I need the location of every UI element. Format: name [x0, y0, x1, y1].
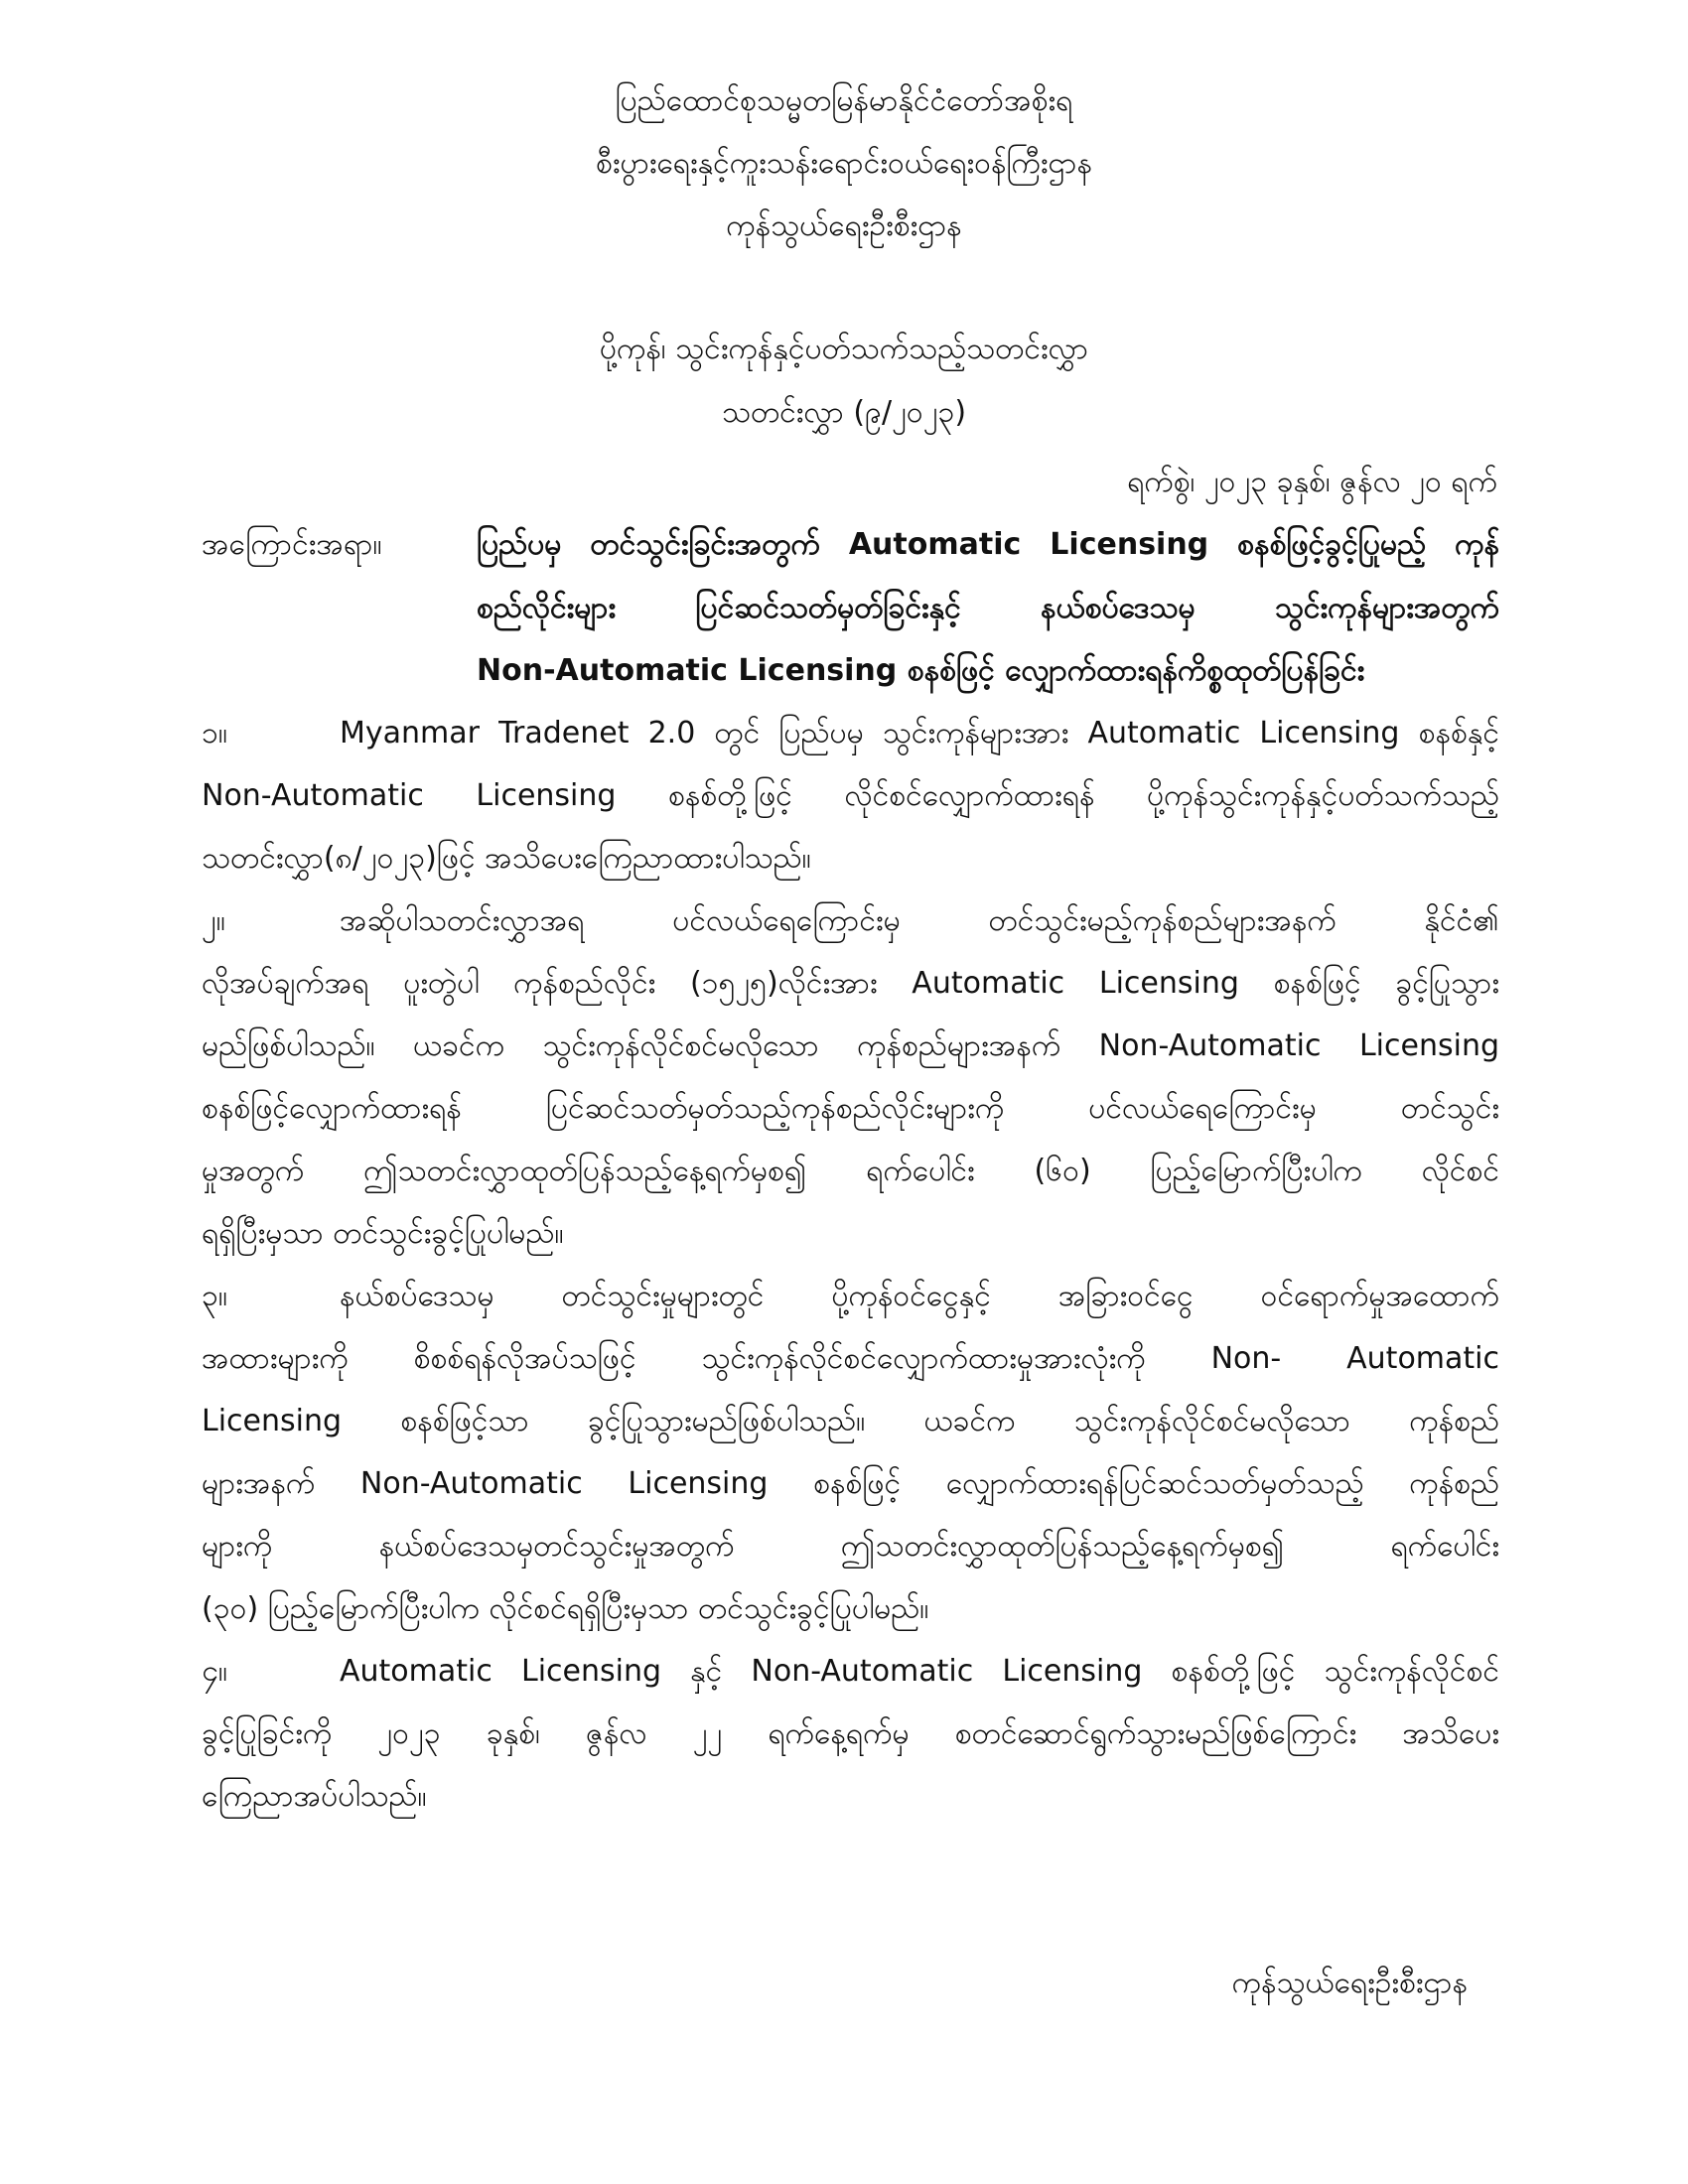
announcement-title: ပို့ကုန်၊ သွင်းကုန်နှင့်ပတ်သက်သည့်သတင်းလွှာ [599, 332, 1089, 366]
paragraph-number: ၄။ [202, 1654, 227, 1689]
paragraph-line: လိုအပ်ချက်အရ ပူးတွဲပါ ကုန်စည်လိုင်း (၁၅၂၅)လိုင်းအား Automatic Licensing စနစ်ဖြင့် ခွင့်ပြုသွား [202, 966, 1499, 1001]
paragraph-number: ၂။ [202, 903, 225, 938]
document-date: ရက်စွဲ၊ ၂၀၂၃ ခုနှစ်၊ ဇွန်လ ၂၀ ရက် [1127, 465, 1497, 499]
paragraph-line: များအနက် Non-Automatic Licensing စနစ်ဖြင့် လျှောက်ထားရန်ပြင်ဆင်သတ်မှတ်သည့် ကုန်စည် [202, 1466, 1499, 1501]
subject-label: အကြောင်းအရာ။ [202, 527, 382, 562]
paragraph-line: မှုအတွက် ဤသတင်းလွှာထုတ်ပြန်သည့်နေ့ရက်မှစ၍ ရက်ပေါင်း (၆၀) ပြည့်မြောက်ပြီးပါက လိုင်စင် [202, 1154, 1499, 1188]
paragraph-line: အဆိုပါသတင်းလွှာအရ ပင်လယ်ရေကြောင်းမှ တင်သွင်းမည့်ကုန်စည်များအနက် နိုင်ငံ၏ [340, 903, 1499, 938]
paragraph-line: များကို နယ်စပ်ဒေသမှတင်သွင်းမှုအတွက် ဤသတင်းလွှာထုတ်ပြန်သည့်နေ့ရက်မှစ၍ ရက်ပေါင်း [202, 1529, 1499, 1564]
paragraph-line: အထားများကို စိစစ်ရန်လိုအပ်သဖြင့် သွင်းကုန်လိုင်စင်လျှောက်ထားမှုအားလုံးကို Non- Automatic [202, 1341, 1499, 1376]
paragraph-number: ၁။ [202, 716, 227, 751]
paragraph-line: Myanmar Tradenet 2.0 တွင် ပြည်ပမှ သွင်းကုန်များအား Automatic Licensing စနစ်နှင့် [340, 716, 1499, 751]
paragraph-line: မည်ဖြစ်ပါသည်။ ယခင်က သွင်းကုန်လိုင်စင်မလိုသော ကုန်စည်များအနက် Non-Automatic Licensing [202, 1028, 1499, 1063]
subject-line: ပြည်ပမှ တင်သွင်းခြင်းအတွက် Automatic Licensing စနစ်ဖြင့်ခွင့်ပြုမည့် ကုန် [477, 527, 1499, 562]
paragraph-line: Licensing စနစ်ဖြင့်သာ ခွင့်ပြုသွားမည်ဖြစ်ပါသည်။ ယခင်က သွင်းကုန်လိုင်စင်မလိုသော ကုန်စည် [202, 1404, 1499, 1438]
announcement-number: သတင်းလွှာ (၉/၂၀၂၃) [721, 395, 967, 430]
signature-department: ကုန်သွယ်ရေးဦးစီးဌာန [1231, 1966, 1468, 2000]
paragraph-line: ရရှိပြီးမှသာ တင်သွင်းခွင့်ပြုပါမည်။ [202, 1216, 564, 1251]
paragraph-line: Automatic Licensing နှင့် Non-Automatic Licensing စနစ်တို့ဖြင့် သွင်းကုန်လိုင်စင် [340, 1654, 1499, 1689]
subject-line: Non-Automatic Licensing စနစ်ဖြင့် လျှောက်ထားရန်ကိစ္စထုတ်ပြန်ခြင်း [477, 653, 1365, 688]
paragraph-line: ခွင့်ပြုခြင်းကို ၂၀၂၃ ခုနှစ်၊ ဇွန်လ ၂၂ ရက်နေ့ရက်မှ စတင်ဆောင်ရွက်သွားမည်ဖြစ်ကြောင်း အသိပေး [202, 1716, 1499, 1751]
header-government: ပြည်ထောင်စုသမ္မတမြန်မာနိုင်ငံတော်အစိုးရ [615, 83, 1073, 118]
paragraph-line: ကြေညာအပ်ပါသည်။ [202, 1779, 427, 1814]
header-ministry: စီးပွားရေးနှင့်ကူးသန်းရောင်းဝယ်ရေးဝန်ကြီးဌာန [595, 146, 1093, 181]
paragraph-line: Non-Automatic Licensing စနစ်တို့ဖြင့် လိုင်စင်လျှောက်ထားရန် ပို့ကုန်သွင်းကုန်နှင့်ပတ်သက်သည့် [202, 778, 1499, 813]
subject-line: စည်လိုင်းများ ပြင်ဆင်သတ်မှတ်ခြင်းနှင့် နယ်စပ်ဒေသမှ သွင်းကုန်များအတွက် [477, 591, 1499, 625]
header-department: ကုန်သွယ်ရေးဦးစီးဌာန [726, 208, 962, 243]
paragraph-line: သတင်းလွှာ(၈/၂၀၂၃)ဖြင့် အသိပေးကြေညာထားပါသည်။ [202, 841, 811, 876]
paragraph-line: နယ်စပ်ဒေသမှ တင်သွင်းမှုများတွင် ပို့ကုန်ဝင်ငွေနှင့် အခြားဝင်ငွေ ဝင်ရောက်မှုအထောက် [340, 1279, 1499, 1313]
paragraph-line: (၃၀) ပြည့်မြောက်ပြီးပါက လိုင်စင်ရရှိပြီးမှသာ တင်သွင်းခွင့်ပြုပါမည်။ [202, 1591, 929, 1626]
paragraph-number: ၃။ [202, 1279, 227, 1313]
paragraph-line: စနစ်ဖြင့်လျှောက်ထားရန် ပြင်ဆင်သတ်မှတ်သည့်ကုန်စည်လိုင်းများကို ပင်လယ်ရေကြောင်းမှ တင်သွင်း [202, 1091, 1499, 1126]
